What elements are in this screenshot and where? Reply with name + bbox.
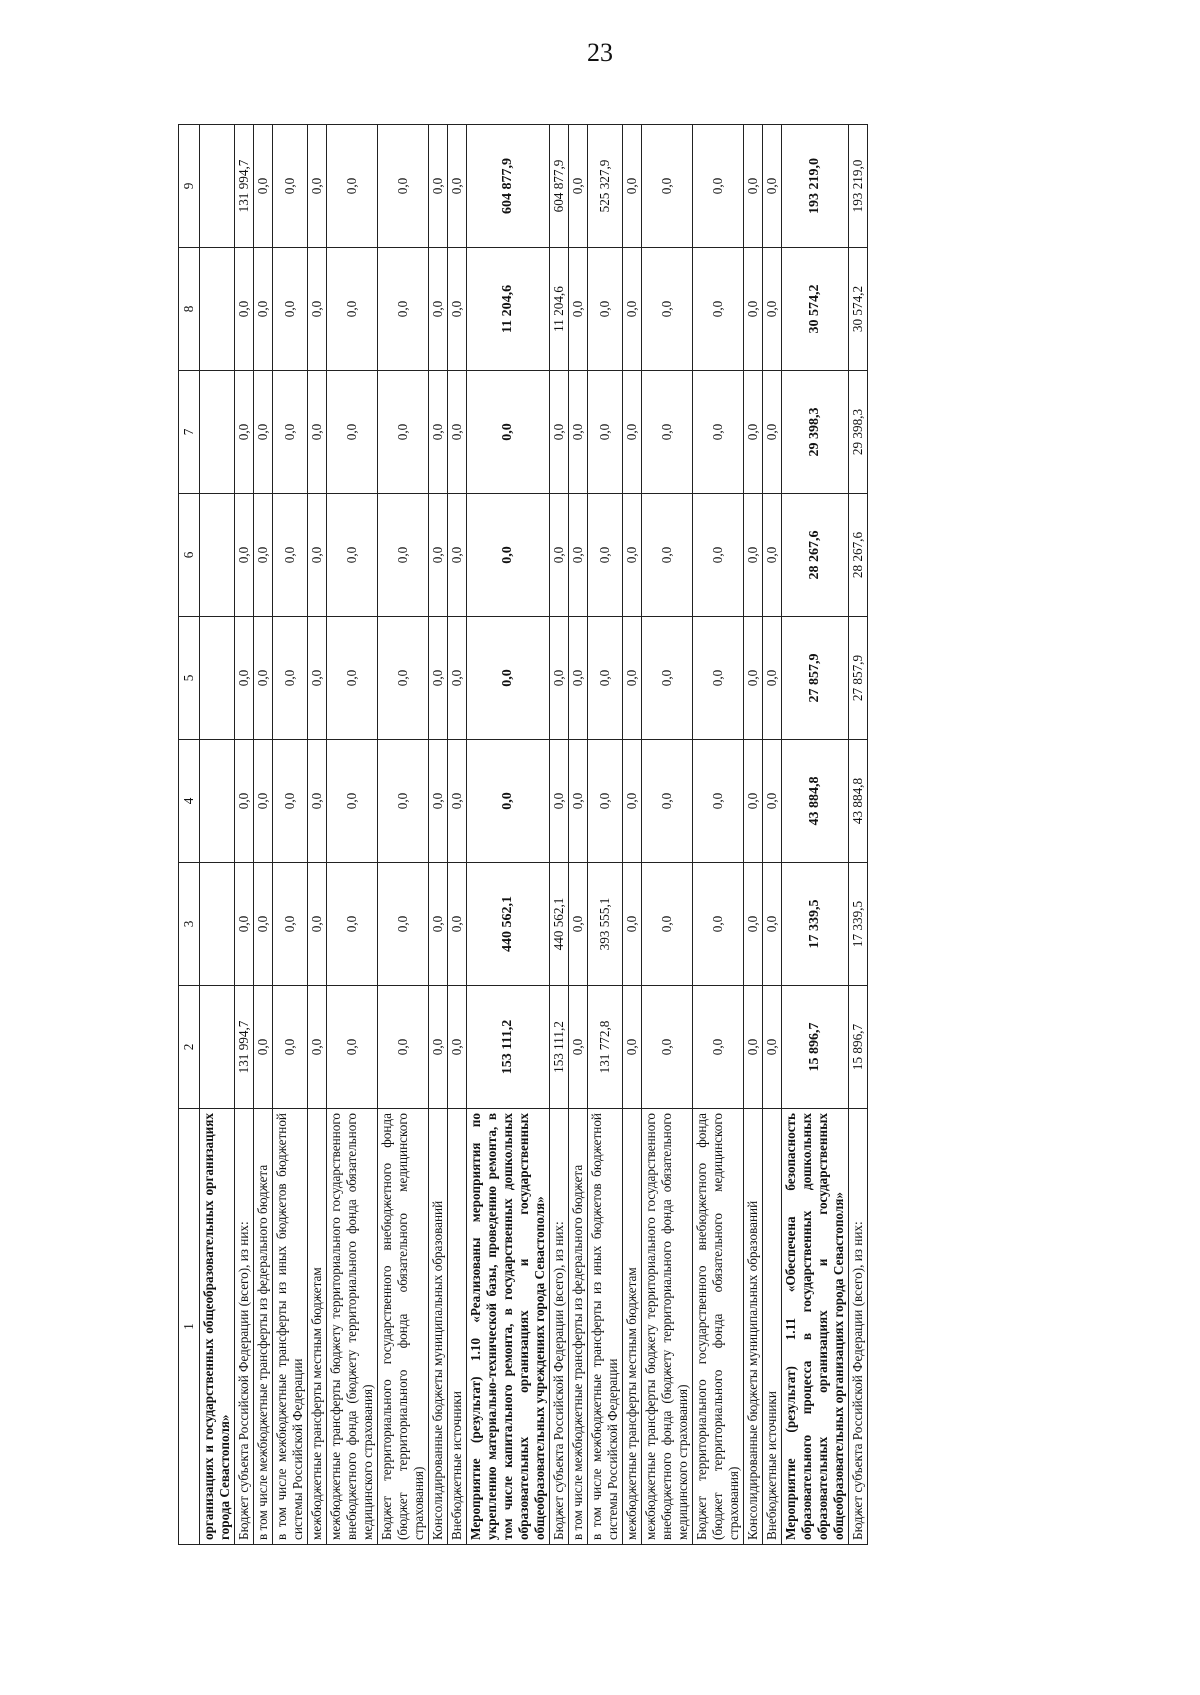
value-cell: 30 574,2 [849,248,868,371]
table-row [448,125,467,1545]
value-cell: 11 204,6 [467,248,550,371]
header-cell: 1 [179,1109,200,1545]
value-cell: 153 111,2 [550,986,569,1109]
value-cell [200,125,235,248]
value-cell: 0,0 [378,863,429,986]
table-row [588,125,623,1545]
value-cell: 0,0 [235,494,254,617]
value-cell: 0,0 [588,494,623,617]
row-label: межбюджетные трансферты местным бюджетам [623,1109,642,1545]
value-cell: 0,0 [588,617,623,740]
value-cell: 43 884,8 [849,740,868,863]
value-cell: 0,0 [744,125,763,248]
value-cell: 0,0 [378,125,429,248]
value-cell: 0,0 [467,371,550,494]
value-cell: 0,0 [744,617,763,740]
value-cell: 0,0 [327,125,378,248]
value-cell: 0,0 [623,740,642,863]
value-cell: 131 994,7 [235,125,254,248]
value-cell: 0,0 [429,125,448,248]
header-cell: 8 [179,248,200,371]
value-cell: 0,0 [569,863,588,986]
value-cell: 0,0 [327,248,378,371]
value-cell: 17 339,5 [849,863,868,986]
value-cell: 0,0 [273,863,308,986]
value-cell: 0,0 [308,617,327,740]
value-cell: 0,0 [308,248,327,371]
value-cell: 0,0 [273,125,308,248]
value-cell: 0,0 [429,863,448,986]
row-label: в том числе межбюджетные трансферты из федерального бюджета [254,1109,273,1545]
value-cell: 0,0 [429,986,448,1109]
row-label: Бюджет субъекта Российской Федерации (всего), из них: [550,1109,569,1545]
row-label: в том числе межбюджетные трансферты из федерального бюджета [569,1109,588,1545]
value-cell: 0,0 [467,740,550,863]
value-cell: 0,0 [763,371,782,494]
table-row [550,125,569,1545]
value-cell: 604 877,9 [550,125,569,248]
value-cell [200,986,235,1109]
value-cell: 0,0 [763,125,782,248]
value-cell: 0,0 [744,248,763,371]
value-cell: 0,0 [378,740,429,863]
table-row [623,125,642,1545]
value-cell: 0,0 [642,125,693,248]
value-cell: 0,0 [327,986,378,1109]
value-cell: 0,0 [254,371,273,494]
value-cell: 0,0 [623,986,642,1109]
value-cell: 0,0 [448,863,467,986]
value-cell: 0,0 [623,863,642,986]
value-cell: 0,0 [448,617,467,740]
value-cell: 0,0 [235,863,254,986]
value-cell: 0,0 [235,371,254,494]
value-cell: 28 267,6 [782,494,849,617]
value-cell: 0,0 [235,740,254,863]
value-cell: 0,0 [308,371,327,494]
table-row [569,125,588,1545]
row-label: в том числе межбюджетные трансферты из иных бюджетов бюджетной системы Российской Федерации [273,1109,308,1545]
value-cell: 0,0 [254,863,273,986]
budget-table [178,124,868,1545]
row-label: Внебюджетные источники [763,1109,782,1545]
header-cell: 2 [179,986,200,1109]
value-cell: 0,0 [744,371,763,494]
rotated-table-container [178,125,1038,1545]
value-cell: 440 562,1 [467,863,550,986]
header-cell: 6 [179,494,200,617]
table-row [235,125,254,1545]
value-cell: 0,0 [448,494,467,617]
value-cell: 0,0 [693,125,744,248]
value-cell: 604 877,9 [467,125,550,248]
value-cell: 0,0 [448,248,467,371]
value-cell [200,248,235,371]
header-cell: 5 [179,617,200,740]
row-label: Бюджет территориального государственного внебюджетного фонда (бюджет территориального фонда обязательного медицинского страхования) [378,1109,429,1545]
value-cell: 0,0 [569,617,588,740]
value-cell: 0,0 [273,371,308,494]
value-cell: 0,0 [448,125,467,248]
value-cell: 0,0 [448,986,467,1109]
value-cell: 0,0 [254,617,273,740]
value-cell [200,371,235,494]
value-cell: 393 555,1 [588,863,623,986]
value-cell: 29 398,3 [782,371,849,494]
value-cell: 0,0 [378,371,429,494]
value-cell: 0,0 [308,986,327,1109]
table-row [467,125,550,1545]
row-label: Бюджет субъекта Российской Федерации (всего), из них: [849,1109,868,1545]
value-cell: 0,0 [550,740,569,863]
table-row [327,125,378,1545]
value-cell: 0,0 [642,740,693,863]
row-label: межбюджетные трансферты бюджету территориального государственного внебюджетного фонда (бюджету территориального фонда обязательного медицинского страхования) [327,1109,378,1545]
value-cell: 0,0 [378,986,429,1109]
row-label: Мероприятие (результат) 1.11 «Обеспечена безопасность образовательного процесса в государственных дошкольных образовательных организациях и государственных общеобразовательных организациях города Севастополя» [782,1109,849,1545]
value-cell: 0,0 [588,248,623,371]
value-cell: 17 339,5 [782,863,849,986]
value-cell: 0,0 [642,617,693,740]
value-cell: 0,0 [763,494,782,617]
value-cell: 0,0 [254,125,273,248]
value-cell: 0,0 [642,986,693,1109]
value-cell: 0,0 [623,494,642,617]
value-cell: 153 111,2 [467,986,550,1109]
value-cell: 0,0 [693,494,744,617]
header-row [179,125,200,1545]
row-label: организациях и государственных общеобразовательных организациях города Севастополя» [200,1109,235,1545]
row-label: Консолидированные бюджеты муниципальных образований [429,1109,448,1545]
value-cell: 0,0 [327,740,378,863]
value-cell: 0,0 [588,371,623,494]
value-cell: 0,0 [429,494,448,617]
table-row [308,125,327,1545]
value-cell: 15 896,7 [849,986,868,1109]
table-row [782,125,849,1545]
value-cell: 0,0 [378,248,429,371]
value-cell: 0,0 [588,740,623,863]
value-cell: 11 204,6 [550,248,569,371]
row-label: Бюджет субъекта Российской Федерации (всего), из них: [235,1109,254,1545]
value-cell: 0,0 [467,617,550,740]
value-cell [200,740,235,863]
value-cell: 0,0 [569,986,588,1109]
value-cell: 0,0 [327,371,378,494]
value-cell: 0,0 [273,740,308,863]
value-cell: 0,0 [273,494,308,617]
value-cell: 0,0 [569,248,588,371]
value-cell: 0,0 [623,371,642,494]
header-cell: 3 [179,863,200,986]
value-cell: 525 327,9 [588,125,623,248]
value-cell: 0,0 [763,248,782,371]
value-cell: 0,0 [550,617,569,740]
table-row [200,125,235,1545]
value-cell: 0,0 [693,986,744,1109]
value-cell: 0,0 [744,494,763,617]
table-row [429,125,448,1545]
value-cell: 27 857,9 [782,617,849,740]
header-cell: 7 [179,371,200,494]
table-row [254,125,273,1545]
table-row [273,125,308,1545]
value-cell: 0,0 [550,494,569,617]
value-cell: 0,0 [273,248,308,371]
value-cell: 0,0 [308,494,327,617]
value-cell: 131 994,7 [235,986,254,1109]
value-cell: 0,0 [327,494,378,617]
value-cell: 0,0 [642,371,693,494]
value-cell [200,863,235,986]
value-cell: 43 884,8 [782,740,849,863]
value-cell: 0,0 [693,863,744,986]
value-cell: 0,0 [693,617,744,740]
value-cell: 0,0 [448,371,467,494]
table-row [378,125,429,1545]
value-cell: 0,0 [254,494,273,617]
value-cell: 0,0 [448,740,467,863]
row-label: Внебюджетные источники [448,1109,467,1545]
value-cell: 0,0 [273,617,308,740]
value-cell: 0,0 [569,125,588,248]
value-cell: 0,0 [235,617,254,740]
value-cell: 0,0 [642,863,693,986]
value-cell: 0,0 [550,371,569,494]
value-cell: 27 857,9 [849,617,868,740]
value-cell: 131 772,8 [588,986,623,1109]
value-cell: 0,0 [569,494,588,617]
value-cell: 0,0 [254,248,273,371]
value-cell: 0,0 [744,740,763,863]
value-cell: 0,0 [467,494,550,617]
value-cell: 0,0 [273,986,308,1109]
value-cell: 0,0 [378,617,429,740]
value-cell: 0,0 [623,125,642,248]
value-cell: 0,0 [308,125,327,248]
row-label: межбюджетные трансферты местным бюджетам [308,1109,327,1545]
value-cell: 0,0 [235,248,254,371]
row-label: Мероприятие (результат) 1.10 «Реализованы мероприятия по укреплению материально-технической базы, проведению ремонта, в том числе капитального ремонта, в государственных дошкольных образовательных организациях и государственных общеобразовательных учреждениях города Севастополя» [467,1109,550,1545]
header-cell: 9 [179,125,200,248]
table-row [763,125,782,1545]
value-cell: 0,0 [693,371,744,494]
value-cell [200,617,235,740]
value-cell: 0,0 [429,617,448,740]
value-cell: 0,0 [642,494,693,617]
value-cell: 193 219,0 [849,125,868,248]
value-cell: 0,0 [429,248,448,371]
value-cell [200,494,235,617]
value-cell: 0,0 [744,986,763,1109]
table-row [849,125,868,1545]
value-cell: 0,0 [623,617,642,740]
value-cell: 0,0 [327,863,378,986]
value-cell: 0,0 [693,740,744,863]
value-cell: 0,0 [642,248,693,371]
value-cell: 0,0 [308,863,327,986]
table-row [744,125,763,1545]
row-label: межбюджетные трансферты бюджету территориального государственного внебюджетного фонда (бюджету территориального фонда обязательного медицинского страхования) [642,1109,693,1545]
value-cell: 0,0 [763,986,782,1109]
value-cell: 0,0 [429,740,448,863]
value-cell: 0,0 [763,740,782,863]
value-cell: 29 398,3 [849,371,868,494]
value-cell: 193 219,0 [782,125,849,248]
value-cell: 0,0 [429,371,448,494]
value-cell: 0,0 [744,863,763,986]
value-cell: 28 267,6 [849,494,868,617]
value-cell: 440 562,1 [550,863,569,986]
value-cell: 0,0 [254,986,273,1109]
value-cell: 0,0 [378,494,429,617]
row-label: в том числе межбюджетные трансферты из иных бюджетов бюджетной системы Российской Федерации [588,1109,623,1545]
value-cell: 30 574,2 [782,248,849,371]
table-body [200,125,868,1545]
value-cell: 0,0 [763,863,782,986]
value-cell: 0,0 [763,617,782,740]
value-cell: 15 896,7 [782,986,849,1109]
value-cell: 0,0 [693,248,744,371]
row-label: Консолидированные бюджеты муниципальных образований [744,1109,763,1545]
value-cell: 0,0 [254,740,273,863]
row-label: Бюджет территориального государственного внебюджетного фонда (бюджет территориального фонда обязательного медицинского страхования) [693,1109,744,1545]
value-cell: 0,0 [623,248,642,371]
page-number: 23 [587,38,613,67]
value-cell: 0,0 [569,740,588,863]
value-cell: 0,0 [569,371,588,494]
header-cell: 4 [179,740,200,863]
table-row [693,125,744,1545]
value-cell: 0,0 [308,740,327,863]
value-cell: 0,0 [327,617,378,740]
table-row [642,125,693,1545]
